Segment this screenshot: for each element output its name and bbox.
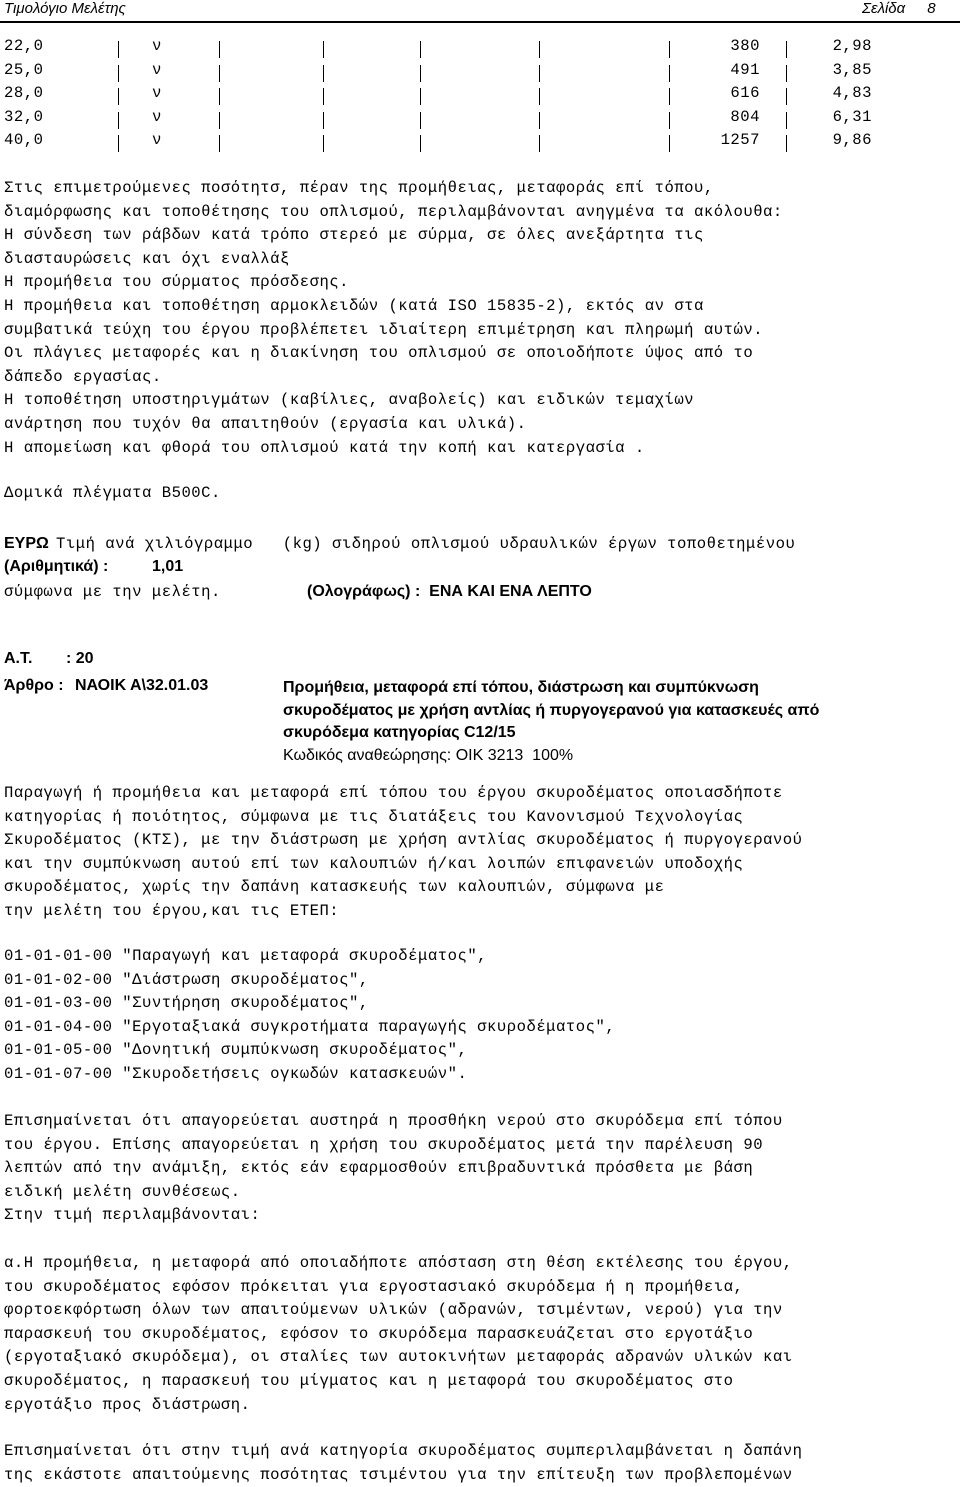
- weight-cell: 491: [730, 60, 760, 79]
- column-separator: [669, 41, 670, 58]
- text-line: Η σύνδεση των ράβδων κατά τρόπο στερεό με σύρμα, σε όλες ανεξάρτητα τις: [4, 226, 704, 245]
- diameter-cell: 22,0: [4, 37, 44, 55]
- text-line: (εργοταξιακό σκυρόδεμα), οι σταλίες των αυτοκινήτων μεταφοράς αδρανών υλικών και: [4, 1348, 793, 1367]
- text-line: φορτοεκφόρτωση όλων των απαιτούμενων υλικών (αδρανών, τσιμέντων, νερού) για την: [4, 1301, 783, 1320]
- etep-list: [4, 945, 615, 1087]
- table-row: [0, 84, 960, 108]
- diameter-cell: 40,0: [4, 131, 44, 150]
- column-separator: [118, 88, 119, 105]
- column-separator: [118, 135, 119, 152]
- unit-weight-cell: 3,85: [832, 60, 872, 79]
- at-label: Α.Τ.: [4, 650, 33, 667]
- text-line: σκυροδέματος, η παρασκευή του μίγματος και η μεταφορά του σκυροδέματος στο: [4, 1371, 734, 1390]
- text-line: κατηγορίας ή ποιότητος, σύμφωνα με τις διατάξεις του Κανονισμού Τεχνολογίας: [4, 807, 744, 826]
- text-line: λεπτών από την ανάμιξη, εκτός εάν εφαρμοσθούν επιβραδυντικά πρόσθετα με βάση: [4, 1159, 754, 1178]
- column-separator: [219, 135, 220, 152]
- text-line: του έργου. Επίσης απαγορεύεται η χρήση του σκυροδέματος μετά την παρέλευση 90: [4, 1135, 764, 1154]
- water-warning-paragraph: [4, 1110, 783, 1228]
- text-line: της εκάστοτε απαιτούμενης ποσότητας τσιμέντου για την επίτευξη των προβλεπομένων: [4, 1465, 793, 1484]
- etep-item: 01-01-02-00 "Διάστρωση σκυροδέματος",: [4, 970, 369, 989]
- included-item-a-paragraph: [4, 1252, 793, 1417]
- page-label: Σελίδα: [862, 0, 906, 17]
- text-line: την μελέτη του έργου,και τις ΕΤΕΠ:: [4, 901, 340, 920]
- column-separator: [420, 65, 421, 82]
- column-separator: [420, 41, 421, 58]
- weight-cell: 1257: [720, 131, 760, 150]
- nu-cell: ν: [152, 37, 162, 55]
- text-line: Σκυροδέματος (ΚΤΣ), με την διάστρωση με χρήση αντλίας σκυροδέματος ή πυργογερανού: [4, 831, 803, 850]
- numeric-price-value: 1,01: [152, 558, 184, 575]
- weight-cell: 380: [730, 37, 760, 55]
- column-separator: [786, 135, 787, 152]
- column-separator: [539, 65, 540, 82]
- nu-cell: ν: [152, 107, 162, 126]
- text-line: Στις επιμετρούμενες ποσότητσ, πέραν της προμήθειας, μεταφοράς επί τόπου,: [4, 179, 714, 197]
- etep-item: 01-01-07-00 "Σκυροδετήσεις ογκωδών κατασκευών".: [4, 1064, 468, 1083]
- column-separator: [669, 65, 670, 82]
- column-separator: [323, 88, 324, 105]
- unit-weight-cell: 9,86: [832, 131, 872, 150]
- column-separator: [219, 41, 220, 58]
- text-line: Στην τιμή περιλαμβάνονται:: [4, 1206, 261, 1225]
- text-line: Η τοποθέτηση υποστηριγμάτων (καβίλιες, αναβολείς) και ειδικών τεμαχίων: [4, 391, 695, 410]
- column-separator: [786, 88, 787, 105]
- article-title-line: σκυρόδεμα κατηγορίας C12/15: [283, 724, 516, 741]
- text-line: Επισημαίνεται ότι απαγορεύεται αυστηρά η προσθήκη νερού στο σκυρόδεμα επί τόπου: [4, 1112, 783, 1130]
- column-separator: [539, 112, 540, 129]
- nu-cell: ν: [152, 60, 162, 79]
- column-separator: [219, 65, 220, 82]
- column-separator: [669, 112, 670, 129]
- etep-item: 01-01-05-00 "Δονητική συμπύκνωση σκυροδέματος",: [4, 1041, 468, 1060]
- column-separator: [219, 112, 220, 129]
- column-separator: [323, 41, 324, 58]
- table-row: [0, 61, 960, 85]
- unit-weight-cell: 2,98: [832, 37, 872, 55]
- diameter-cell: 28,0: [4, 84, 44, 103]
- unit-weight-cell: 4,83: [832, 84, 872, 103]
- text-line: συμβατικά τεύχη του έργου προβλέπετει ιδιαίτερη επιμέτρηση και πληρωμή αυτών.: [4, 320, 764, 339]
- text-line: Επισημαίνεται ότι στην τιμή ανά κατηγορία σκυροδέματος συμπεριλαμβάνεται η δαπάνη: [4, 1442, 803, 1460]
- revision-code: Κωδικός αναθεώρησης: ΟΙΚ 3213 100%: [283, 746, 574, 764]
- text-line: Η απομείωση και φθορά του οπλισμού κατά την κοπή και κατεργασία .: [4, 438, 645, 457]
- column-separator: [420, 88, 421, 105]
- text-line: Οι πλάγιες μεταφορές και η διακίνηση του οπλισμού σε οποιοδήποτε ύψος από το: [4, 344, 754, 363]
- weight-cell: 616: [730, 84, 760, 103]
- text-line: Παραγωγή ή προμήθεια και μεταφορά επί τόπου του έργου σκυροδέματος οποιασδήποτε: [4, 784, 783, 802]
- column-separator: [539, 135, 540, 152]
- included-works-paragraph: [4, 177, 783, 460]
- column-separator: [539, 88, 540, 105]
- at-number: : 20: [66, 650, 94, 667]
- text-line: Η προμήθεια και τοποθέτηση αρμοκλειδών (κατά ISO 15835-2), εκτός αν στα: [4, 296, 704, 315]
- header-rule: [0, 21, 960, 23]
- text-line: παρασκευή του σκυροδέματος, εφόσον το σκυρόδεμα παρασκευάζεται στο εργοτάξιο: [4, 1324, 754, 1343]
- text-line: α.Η προμήθεια, η μεταφορά από οποιαδήποτε απόσταση στη θέση εκτέλεσης του έργου,: [4, 1254, 793, 1272]
- etep-item: 01-01-04-00 "Εργοταξιακά συγκροτήματα παραγωγής σκυροδέματος",: [4, 1017, 616, 1036]
- text-line: διασταυρώσεις και όχι εναλλάξ: [4, 249, 290, 268]
- document-title: Τιμολόγιο Μελέτης: [4, 0, 126, 17]
- column-separator: [786, 41, 787, 58]
- text-line: και την συμπύκνωση αυτού επί των καλουπιών ή/και λοιπών επιφανειών υποδοχής: [4, 854, 744, 873]
- unit-weight-cell: 6,31: [832, 107, 872, 126]
- etep-item: 01-01-01-00 "Παραγωγή και μεταφορά σκυροδέματος",: [4, 947, 488, 965]
- page-number-value: 8: [927, 0, 936, 17]
- etep-item: 01-01-03-00 "Συντήρηση σκυροδέματος",: [4, 994, 369, 1013]
- text-line: ανάρτηση που τυχόν θα απαιτηθούν (εργασία και υλικά).: [4, 414, 527, 433]
- article-title: [283, 677, 819, 767]
- nu-cell: ν: [152, 131, 162, 150]
- article-code-label: Άρθρο :: [4, 677, 64, 694]
- column-separator: [323, 65, 324, 82]
- column-separator: [669, 135, 670, 152]
- text-line: ειδική μελέτη συνθέσεως.: [4, 1182, 241, 1201]
- article-title-line: σκυροδέματος με χρήση αντλίας ή πυργογερανού για κατασκευές από: [283, 701, 820, 719]
- column-separator: [118, 112, 119, 129]
- column-separator: [118, 65, 119, 82]
- text-line: δάπεδο εργασίας.: [4, 367, 162, 386]
- weight-cell: 804: [730, 107, 760, 126]
- column-separator: [539, 41, 540, 58]
- column-separator: [420, 112, 421, 129]
- text-line: του σκυροδέματος εφόσον πρόκειται για εργοστασιακό σκυρόδεμα ή η προμήθεια,: [4, 1277, 744, 1296]
- nu-cell: ν: [152, 84, 162, 103]
- diameter-cell: 25,0: [4, 60, 44, 79]
- description-paragraph: [4, 782, 802, 924]
- cement-note-paragraph: [4, 1440, 802, 1487]
- column-separator: [323, 112, 324, 129]
- mesh-line: Δομικά πλέγματα B500C.: [4, 484, 221, 502]
- unit-description: Τιμή ανά χιλιόγραμμο (kg) σιδηρού οπλισμού υδραυλικών έργων τοποθετημένου: [56, 535, 796, 553]
- diameter-cell: 32,0: [4, 107, 44, 126]
- text-line: Η προμήθεια του σύρματος πρόσδεσης.: [4, 273, 350, 292]
- column-separator: [323, 135, 324, 152]
- table-row: [0, 108, 960, 132]
- column-separator: [420, 135, 421, 152]
- column-separator: [786, 112, 787, 129]
- text-line: εργοτάξιο προς διάστρωση.: [4, 1395, 251, 1414]
- price-in-words: (Ολογράφως) : ΕΝΑ ΚΑΙ ΕΝΑ ΛΕΠΤΟ: [307, 583, 592, 600]
- numeric-price-label: (Αριθμητικά) :: [4, 558, 109, 575]
- table-row: [0, 131, 960, 155]
- currency-label: ΕΥΡΩ: [4, 535, 49, 552]
- article-code: ΝΑΟΙΚ Α\32.01.03: [75, 677, 209, 694]
- text-line: σκυροδέματος, χωρίς την δαπάνη κατασκευής των καλουπιών, σύμφωνα με: [4, 878, 665, 897]
- column-separator: [669, 88, 670, 105]
- study-reference: σύμφωνα με την μελέτη.: [4, 583, 221, 601]
- column-separator: [786, 65, 787, 82]
- article-title-line: Προμήθεια, μεταφορά επί τόπου, διάστρωση και συμπύκνωση: [283, 679, 759, 696]
- page-number: [862, 0, 936, 17]
- table-row: [0, 37, 960, 61]
- text-line: διαμόρφωσης και τοποθέτησης του οπλισμού, περιλαμβάνονται ανηγμένα τα ακόλουθα:: [4, 202, 783, 221]
- column-separator: [118, 41, 119, 58]
- column-separator: [219, 88, 220, 105]
